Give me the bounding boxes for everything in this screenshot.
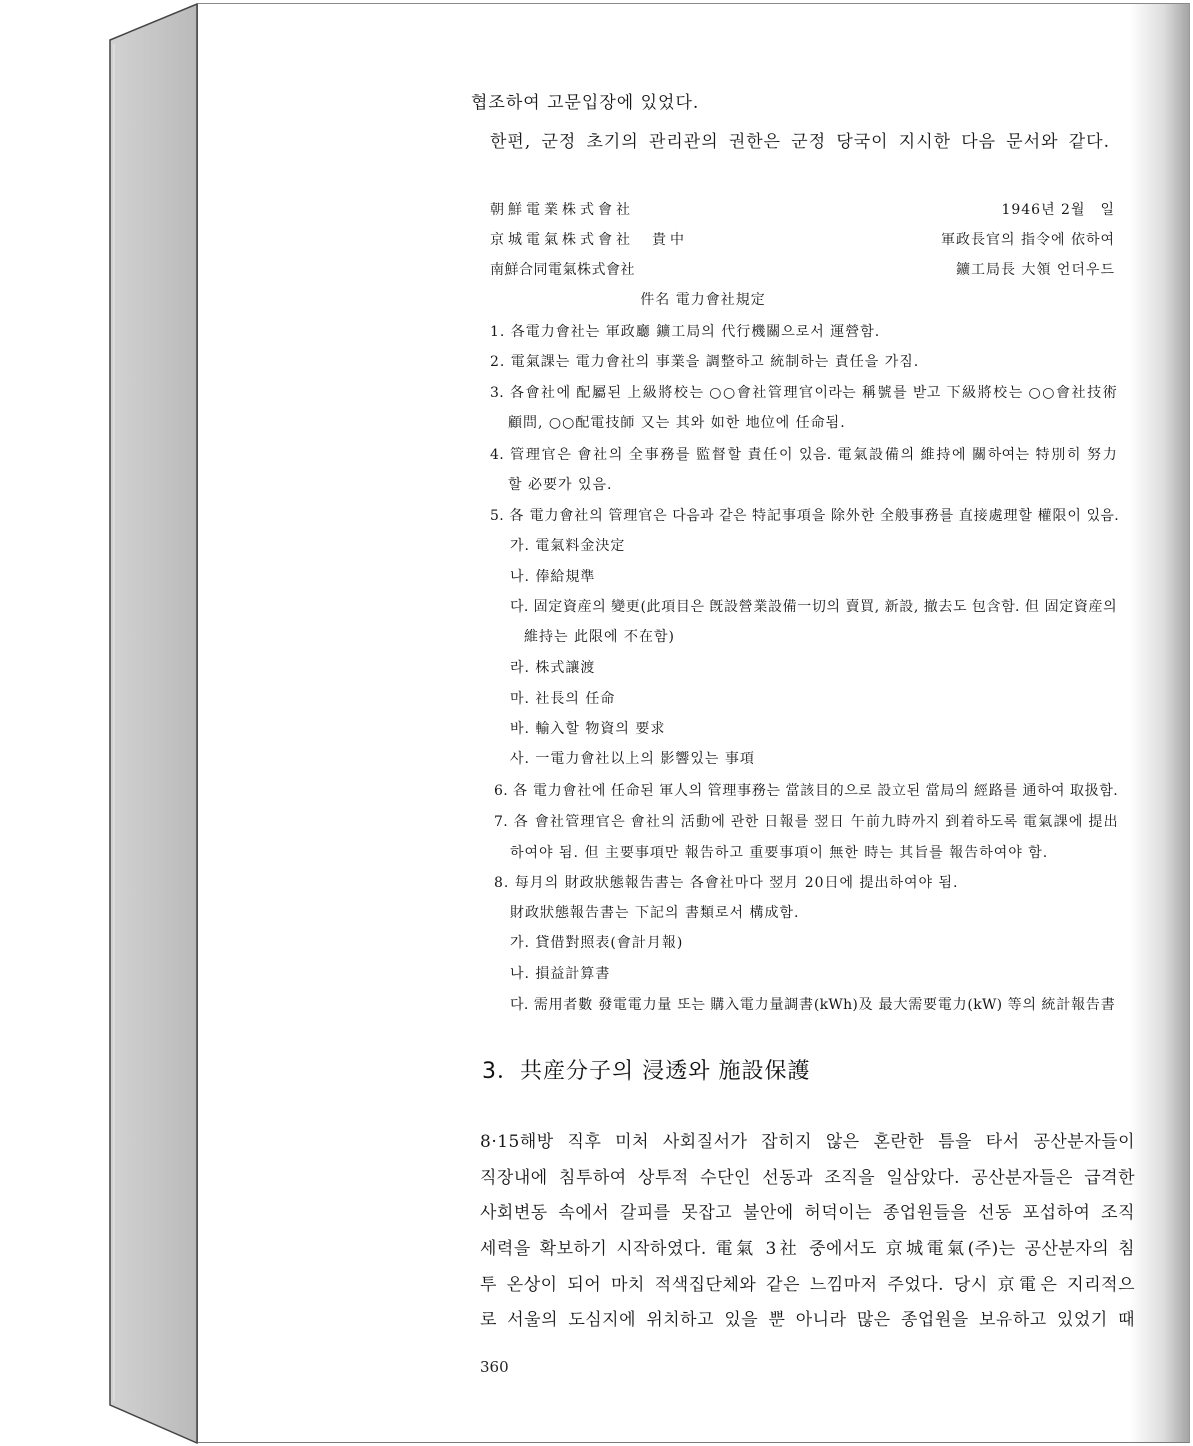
document-line: 바. 輸入할 物資의 要求 [510,721,666,737]
document-line: 라. 株式讓渡 [510,660,596,676]
addressee-line: 南鮮合同電氣株式會社 [490,262,635,278]
document-line: 6. 各 電力會社에 任命된 軍人의 管理事務는 當該目的으로 設立된 當局의 經路를 通하여 取扱함. [494,783,1118,799]
paragraph-line: 투 온상이 되어 마치 적색집단체와 같은 느낌마저 주었다. 당시 京電은 지리적으 [480,1275,1135,1295]
document-line: 하여야 됨. 但 主要事項만 報告하고 重要事項이 無한 時는 其旨를 報告하여야 함. [510,845,1049,861]
document-date: 1946년 2월 일 [1001,202,1115,218]
document-line: 나. 損益計算書 [510,966,611,982]
document-line: 나. 俸給規準 [510,569,596,585]
document-line: 8. 每月의 財政狀態報告書는 各會社마다 翌月 20日에 提出하여야 됨. [494,875,959,891]
document-line: 1. 各電力會社는 軍政廳 鑛工局의 代行機關으로서 運營함. [490,324,881,340]
intro-line: 한편, 군정 초기의 관리관의 권한은 군정 당국이 지시한 다음 문서와 같다. [490,132,1110,152]
book-spine [0,0,200,1446]
document-line: 가. 貸借對照表(會計月報) [510,935,684,951]
paragraph-line: 세력을 확보하기 시작하였다. 電氣 3社 중에서도 京城電氣(주)는 공산분자의 침 [480,1239,1135,1259]
document-line: 財政狀態報告書는 下記의 書類로서 構成함. [510,905,800,921]
document-line: 維持는 此限에 不在함) [524,629,675,645]
addressee-line: 京城電氣株式會社 貴中 [490,232,688,248]
page-number: 360 [480,1358,509,1376]
paragraph-line: 로 서울의 도심지에 위치하고 있을 뿐 아니라 많은 종업원을 보유하고 있었기 때 [480,1310,1135,1330]
addressee-line: 朝鮮電業株式會社 [490,202,634,218]
document-line: 2. 電氣課는 電力會社의 事業을 調整하고 統制하는 責任을 가짐. [490,354,920,370]
document-line: 가. 電氣料金決定 [510,538,626,554]
paragraph-line: 8·15해방 직후 미처 사회질서가 잡히지 않은 혼란한 틈을 타서 공산분자들이 [480,1132,1135,1152]
sender-authority: 軍政長官의 指令에 依하여 [941,232,1115,248]
document-line: 3. 各會社에 配屬된 上級將校는 ○○會社管理官이라는 稱號를 받고 下級將校는 ○○會社技術 [490,385,1117,401]
paragraph-line: 직장내에 침투하여 상투적 수단인 선동과 조직을 일삼았다. 공산분자들은 급격한 [480,1168,1135,1188]
document-subject: 件名 電力會社規定 [640,292,766,308]
document-line: 5. 各 電力會社의 管理官은 다음과 같은 特記事項을 除外한 全般事務를 直接處理할 權限이 있음. [490,508,1119,524]
document-line: 다. 需用者數 發電電力量 또는 購入電力量調書(kWh)及 最大需要電力(kW) 等의 統計報告書 [510,997,1115,1013]
document-line: 4. 管理官은 會社의 全事務를 監督할 責任이 있음. 電氣設備의 維持에 關하여는 特別히 努力 [490,447,1117,463]
paragraph-line: 사회변동 속에서 갈피를 못잡고 불안에 허덕이는 종업원들을 선동 포섭하여 조직 [480,1203,1135,1223]
document-line: 마. 社長의 任命 [510,691,616,707]
section-heading: 3．共産分子의 浸透와 施設保護 [482,1059,811,1084]
document-line: 할 必要가 있음. [508,477,613,493]
sender-name: 鑛工局長 大領 언더우드 [956,262,1115,278]
document-line: 다. 固定資産의 變更(此項目은 旣設營業設備一切의 賣買, 新設, 撤去도 包含함. 但 固定資産의 [510,599,1117,615]
document-line: 사. 一電力會社以上의 影響있는 事項 [510,751,755,767]
document-line: 7. 各 會社管理官은 會社의 活動에 관한 日報를 翌日 午前九時까지 到着하도록 電氣課에 提出 [494,814,1118,830]
intro-line: 협조하여 고문입장에 있었다. [471,93,700,113]
document-line: 顧問, ○○配電技師 又는 其와 如한 地位에 任命됨. [508,415,846,431]
